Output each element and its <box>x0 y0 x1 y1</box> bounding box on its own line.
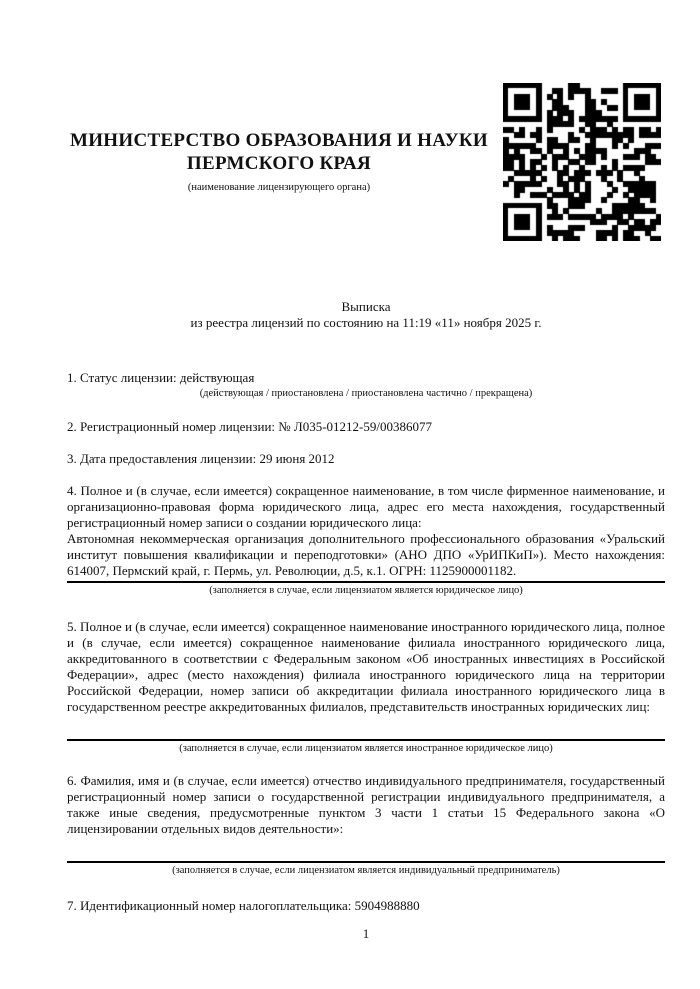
ministry-name-line1: МИНИСТЕРСТВО ОБРАЗОВАНИЯ И НАУКИ <box>69 130 489 151</box>
license-status-options-note: (действующая / приостановлена / приостановлена частично / прекращена) <box>199 388 533 399</box>
individual-entrepreneur-label: 6. Фамилия, имя и (в случае, если имеется) отчество индивидуального предпринимателя, государственный регистрационный номер записи о государственной регистрации индивидуального предпринимателя, а также иные сведения, предусмотренные пунктом 3 части 1 статьи 15 Федерального закона «О лицензировании отдельных видов деятельности»: <box>67 773 665 836</box>
license-status-text: 1. Статус лицензии: действующая <box>67 370 255 385</box>
page-number: 1 <box>362 926 370 941</box>
grant-date-text: 3. Дата предоставления лицензии: 29 июня 2012 <box>67 451 335 466</box>
taxpayer-id-item <box>67 898 665 914</box>
taxpayer-id-text: 7. Идентификационный номер налогоплательщика: 5904988880 <box>67 898 420 913</box>
ministry-header <box>66 129 492 194</box>
legal-entity-label: 4. Полное и (в случае, если имеется) сокращенное наименование, в том числе фирменное наименование, и организационно-правовая форма юридического лица, адрес его места нахождения, государственный регистрационный номер записи о создании юридического лица: <box>67 483 665 530</box>
legal-entity-item <box>67 483 665 597</box>
document-title <box>67 299 665 331</box>
grant-date-item <box>67 451 665 467</box>
separator-line <box>67 861 665 863</box>
document-title-line1: Выписка <box>341 299 391 314</box>
separator-line <box>67 581 665 583</box>
qr-code <box>503 83 661 241</box>
individual-entrepreneur-item <box>67 773 665 877</box>
foreign-entity-note: (заполняется в случае, если лицензиатом является иностранное юридическое лицо) <box>179 743 553 754</box>
licensing-authority-caption: (наименование лицензирующего органа) <box>187 182 371 193</box>
foreign-entity-item <box>67 619 665 755</box>
legal-entity-note: (заполняется в случае, если лицензиатом является юридическое лицо) <box>209 585 523 596</box>
registration-number-text: 2. Регистрационный номер лицензии: № Л035-01212-59/00386077 <box>67 419 433 434</box>
foreign-entity-label: 5. Полное и (в случае, если имеется) сокращенное наименование иностранного юридического лица, полное и (в случае, если имеется) сокращенное наименование филиала иностранного юридического лица, аккредитованного в соответствии с Федеральным законом «Об иностранных инвестициях в Российской Федерации», адрес (место нахождения) филиала иностранного юридического лица на территории Российской Федерации, номер записи об аккредитации филиала иностранного юридического лица в государственном реестре аккредитованных филиалов, представительств иностранных юридических лиц: <box>67 619 665 714</box>
separator-line <box>67 739 665 741</box>
document-title-line2: из реестра лицензий по состоянию на 11:19 «11» ноября 2025 г. <box>190 315 542 330</box>
legal-entity-value: Автономная некоммерческая организация дополнительного профессионального образования «Уральский институт повышения квалификации и переподготовки» (АНО ДПО «УрИПКиП»). Место нахождения: 614007, Пермский край, г. Пермь, ул. Революции, д.5, к.1. ОГРН: 1125900001182. <box>67 531 665 578</box>
individual-entrepreneur-note: (заполняется в случае, если лицензиатом является индивидуальный предприниматель) <box>172 865 560 876</box>
license-status-item <box>67 370 665 400</box>
registration-number-item <box>67 419 665 435</box>
ministry-name-line2: ПЕРМСКОГО КРАЯ <box>186 153 372 174</box>
